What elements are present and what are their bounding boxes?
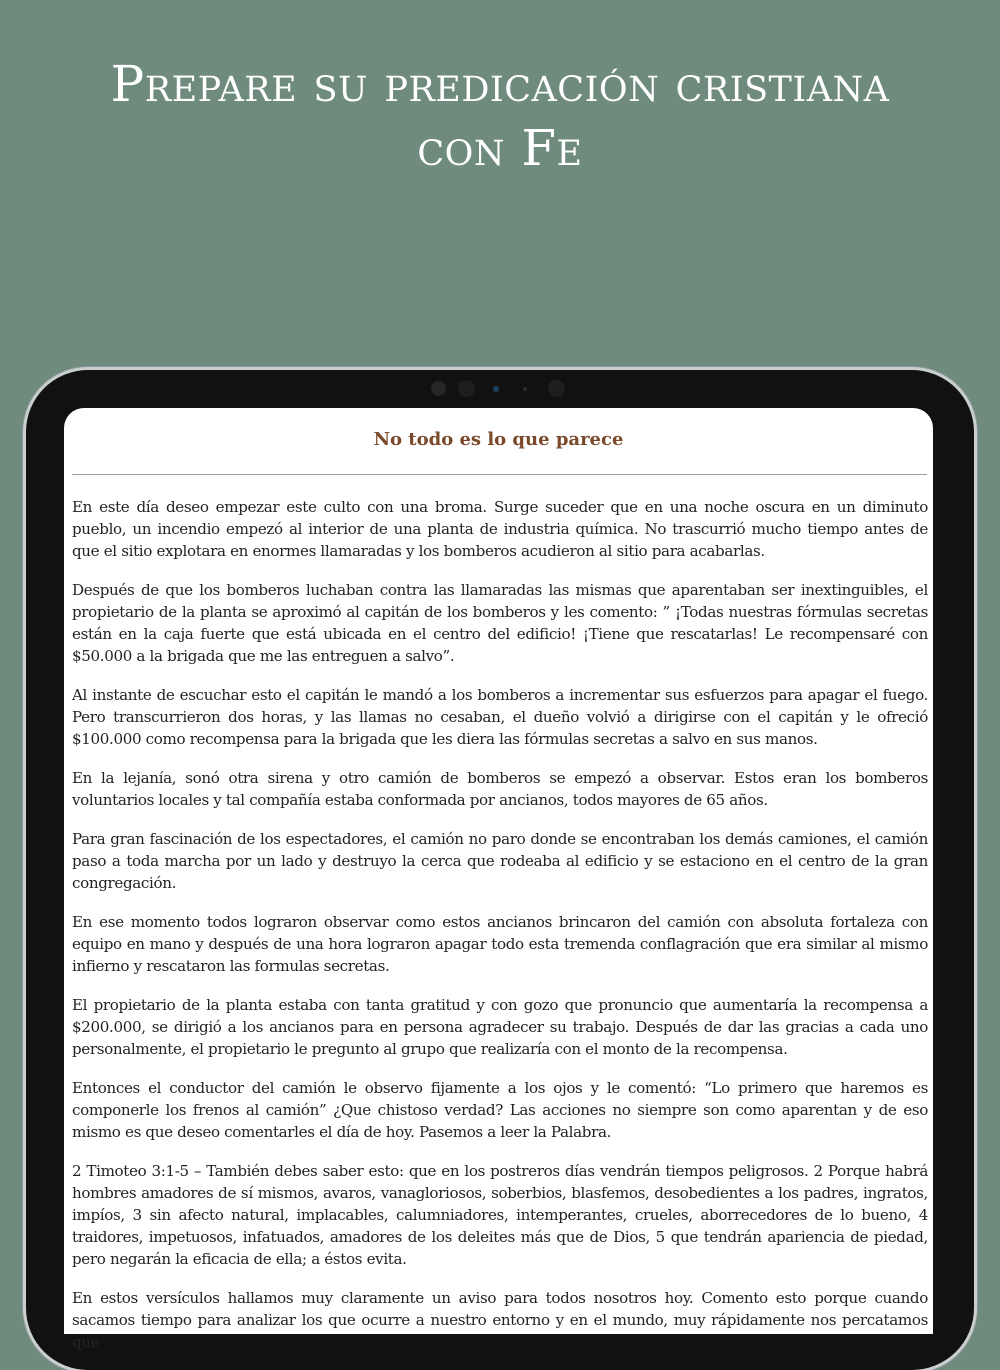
promo-headline-line-1: Prepare su predicación cristiana (110, 55, 890, 113)
paragraph: Entonces el conductor del camión le observo fijamente a los ojos y le comentó: “Lo primero que haremos es componerle los frenos al camión” ¿Que chistoso verdad? Las acciones no siempre son como aparentan y de eso mismo es que deseo comentarles el día de hoy. Pasemos a leer la Palabra. (72, 1079, 928, 1141)
tablet-screen[interactable] (64, 408, 933, 1351)
sensor-icon (548, 380, 565, 397)
paragraph: En ese momento todos lograron observar como estos ancianos brincaron del camión con absoluta fortaleza con equipo en mano y después de una hora lograron apagar todo esta tremenda conflagración que era similar al mismo infierno y rescataron las formulas secretas. (72, 913, 928, 975)
paragraph: En este día deseo empezar este culto con una broma. Surge suceder que en una noche oscura en un diminuto pueblo, un incendio empezó al interior de una planta de industria química. No trascurrió mucho tiempo antes de que el sitio explotara en enormes llamaradas y los bomberos acudieron al sitio para acabarlas. (72, 498, 928, 560)
paragraph: Después de que los bomberos luchaban contra las llamaradas las mismas que aparentaban ser inextinguibles, el propietario de la planta se aproximó al capitán de los bomberos y les comento: ” ¡Todas nuestras fórmulas secretas están en la caja fuerte que está ubicada en el centro del edificio! ¡Tiene que rescatarlas! Le recompensaré con $50.000 a la brigada que me las entreguen a salvo”. (72, 581, 928, 665)
camera-lens-icon (493, 386, 499, 392)
paragraph: En la lejanía, sonó otra sirena y otro camión de bomberos se empezó a observar. Estos eran los bomberos voluntarios locales y tal compañía estaba conformada por ancianos, todos mayores de 65 años. (72, 769, 928, 809)
sensor-icon (431, 381, 446, 396)
paragraph: El propietario de la planta estaba con tanta gratitud y con gozo que pronuncio que aumentaría la recompensa a $200.000, se dirigió a los ancianos para en persona agradecer su trabajo. Después de dar las gracias a cada uno personalmente, el propietario le pregunto al grupo que realizaría con el monto de la recompensa. (72, 996, 928, 1058)
promo-headline-line-2: con Fe (417, 119, 583, 177)
indicator-dot-icon (523, 387, 527, 391)
sermon-title: No todo es lo que parece (373, 429, 624, 450)
tablet-camera-bar (430, 380, 570, 398)
camera-icon (458, 380, 475, 397)
paragraph: Al instante de escuchar esto el capitán le mandó a los bomberos a incrementar sus esfuerzos para apagar el fuego. Pero transcurrieron dos horas, y las llamas no cesaban, el dueño volvió a dirigirse con el capitán y le ofreció $100.000 como recompensa para la brigada que les diera las fórmulas secretas a salvo en sus manos. (72, 686, 928, 748)
sermon-body[interactable] (72, 496, 928, 1370)
title-divider (72, 474, 927, 475)
paragraph: 2 Timoteo 3:1-5 – También debes saber esto: que en los postreros días vendrán tiempos peligrosos. 2 Porque habrá hombres amadores de sí mismos, avaros, vanagloriosos, soberbios, blasfemos, desobedientes a los padres, ingratos, impíos, 3 sin afecto natural, implacables, calumniadores, intemperantes, crueles, aborrecedores de lo bueno, 4 traidores, impetuosos, infatuados, amadores de los deleites más que de Dios, 5 que tendrán apariencia de piedad, pero negarán la eficacia de ella; a éstos evita. (72, 1162, 928, 1268)
paragraph: En estos versículos hallamos muy claramente un aviso para todos nosotros hoy. Comento esto porque cuando sacamos tiempo para analizar los que ocurre a nuestro entorno y en el mundo, muy rápidamente nos percatamos que (72, 1289, 928, 1351)
paragraph: Para gran fascinación de los espectadores, el camión no paro donde se encontraban los demás camiones, el camión paso a toda marcha por un lado y destruyo la cerca que rodeaba al edificio y se estaciono en el centro de la gran congregación. (72, 830, 928, 892)
promo-headline (0, 52, 1000, 180)
